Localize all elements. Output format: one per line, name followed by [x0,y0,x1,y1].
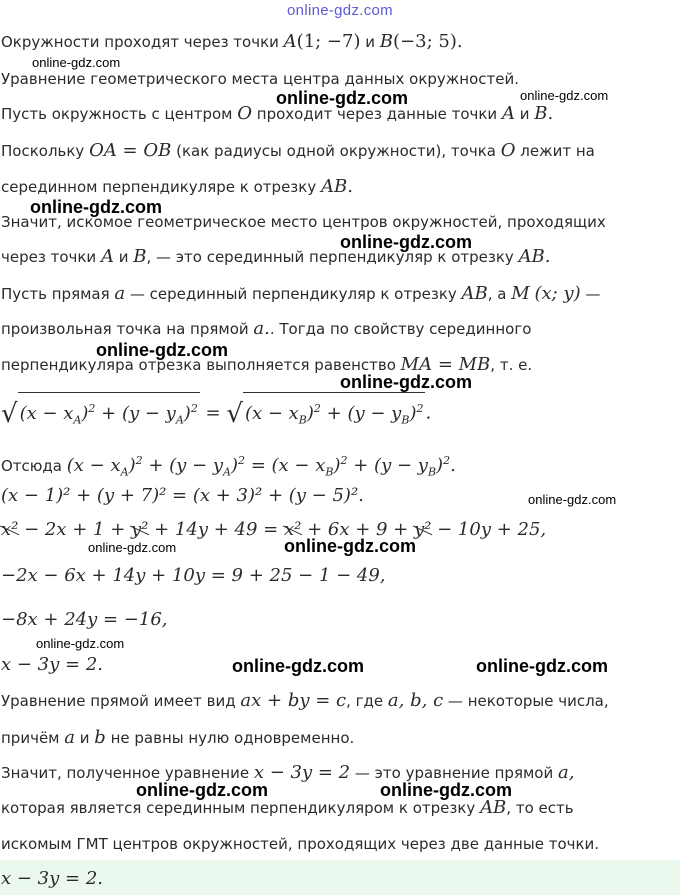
math: (−3; 5). [393,31,463,52]
text: которая является серединным перпендикуляром к отрезку [1,799,481,817]
text: и [113,248,134,266]
math: (x; y) [534,283,581,304]
math: OA = OB [89,140,172,161]
text-line-1 [1,31,463,53]
text: , — это серединный перпендикуляр к отрезку [146,248,519,266]
math: AB [480,797,507,818]
math: M [511,283,530,304]
math: a, [557,762,575,783]
answer-box [0,860,680,895]
math: a [114,283,126,304]
text: — [580,285,601,303]
text-line-9 [1,318,531,340]
math: b [94,727,106,748]
math: a [64,727,75,748]
text: и [514,105,535,123]
text: Уравнение прямой имеет вид [1,692,241,710]
watermark: online-gdz.com [284,536,416,556]
text-line-4 [1,140,595,162]
watermark: online-gdz.com [96,340,228,360]
text-line-3: Пусть окружность с центром O проходит через данные точки A и B. [1,103,554,124]
text-line-6: Значит, искомое геометрическое место центров окружностей, проходящих [1,213,606,231]
text: причём [1,729,65,747]
math: O [500,140,516,161]
watermark: online-gdz.com [136,780,268,800]
text: через точки [1,248,101,266]
text: не равны нулю одновременно. [105,729,355,747]
text-line-5 [1,176,353,198]
text: Окружности проходят через точки [1,33,284,51]
text: — некоторые числа, [443,692,609,710]
equation-step2: (x − 1)² + (y + 7)² = (x + 3)² + (y − 5)². [1,485,364,506]
text: (как радиусы одной окружности), точка [171,142,501,160]
math: A [283,31,297,52]
text: , а [487,285,512,303]
equation-step4: −2x − 6x + 14y + 10y = 9 + 25 − 1 − 49, [1,565,386,586]
text: , т. е. [490,356,533,374]
text: , где [346,692,388,710]
text-line-20 [1,727,354,749]
text: Отсюда [1,457,67,475]
math: a, b, c [387,690,444,711]
text: — серединный перпендикуляр к отрезку [125,285,462,303]
watermark: online-gdz.com [476,656,608,676]
math: O [237,103,253,124]
math: A [100,246,114,267]
math: B [133,246,147,267]
text: Значит, полученное уравнение [1,764,254,782]
text: перпендикуляра отрезка выполняется равенство [1,356,401,374]
math: AB [461,283,488,304]
math: AB. [518,246,551,267]
text: . Тогда по свойству серединного [269,320,532,338]
text-line-19 [1,690,609,712]
text: произвольная точка на прямой [1,320,254,338]
math: a. [253,318,270,339]
watermark: online-gdz.com [276,88,408,108]
watermark: online-gdz.com [520,88,609,103]
watermark: online-gdz.com [88,540,177,555]
answer-text: x − 3y = 2. [1,868,103,889]
text: проходит через данные точки [252,105,502,123]
equation-step5: −8x + 24y = −16, [1,609,168,630]
math: A [501,103,515,124]
text: Поскольку [1,142,90,160]
text: серединном перпендикуляре к отрезку [1,178,321,196]
watermark: online-gdz.com [232,656,364,676]
watermark: online-gdz.com [32,55,121,70]
watermark: online-gdz.com [36,636,125,651]
text-line-23: искомым ГМТ центров окружностей, проходящих через две данные точки. [1,835,600,853]
equation-sqrt: √ $(x - x_A)^2 + (y - y_A)^2$ = √ $(x - x_B)^2 + (y - y_B)^2$ . [1,392,431,435]
text: и [360,33,380,51]
watermark: online-gdz.com [340,372,472,392]
text: Пусть прямая [1,285,115,303]
math: AB. [320,176,353,197]
math: ax + by = c [240,690,347,711]
math: x − 3y = 2 [253,762,351,783]
text-line-2: Уравнение геометрического места центра данных окружностей. [1,70,520,88]
math: B [534,103,548,124]
watermark: online-gdz.com [340,232,472,252]
math: B [379,31,394,52]
equation-step3: x² − 2x + 1 + y² + 14y + 49 = x² + 6x + 9 + y² − 10y + 25, [1,519,547,540]
text: — это уравнение прямой [350,764,558,782]
equation-step1: Отсюда $(x - x_A)^2 + (y - y_A)^2 = (x - x_B)^2 + (y - y_B)^2$. [1,454,456,479]
text: и [75,729,95,747]
text-line-8 [1,283,600,305]
math: − 10y + 25, [437,519,547,540]
text: лежит на [515,142,595,160]
watermark: online-gdz.com [528,492,617,507]
equation-step6: x − 3y = 2. [1,654,103,675]
math: (1; −7) [296,31,361,52]
text: , то есть [506,799,574,817]
watermark-top: online-gdz.com [287,2,393,19]
watermark: online-gdz.com [30,197,162,217]
text: Пусть окружность с центром [1,105,238,123]
watermark: online-gdz.com [380,780,512,800]
math: MA = MB [400,354,491,375]
